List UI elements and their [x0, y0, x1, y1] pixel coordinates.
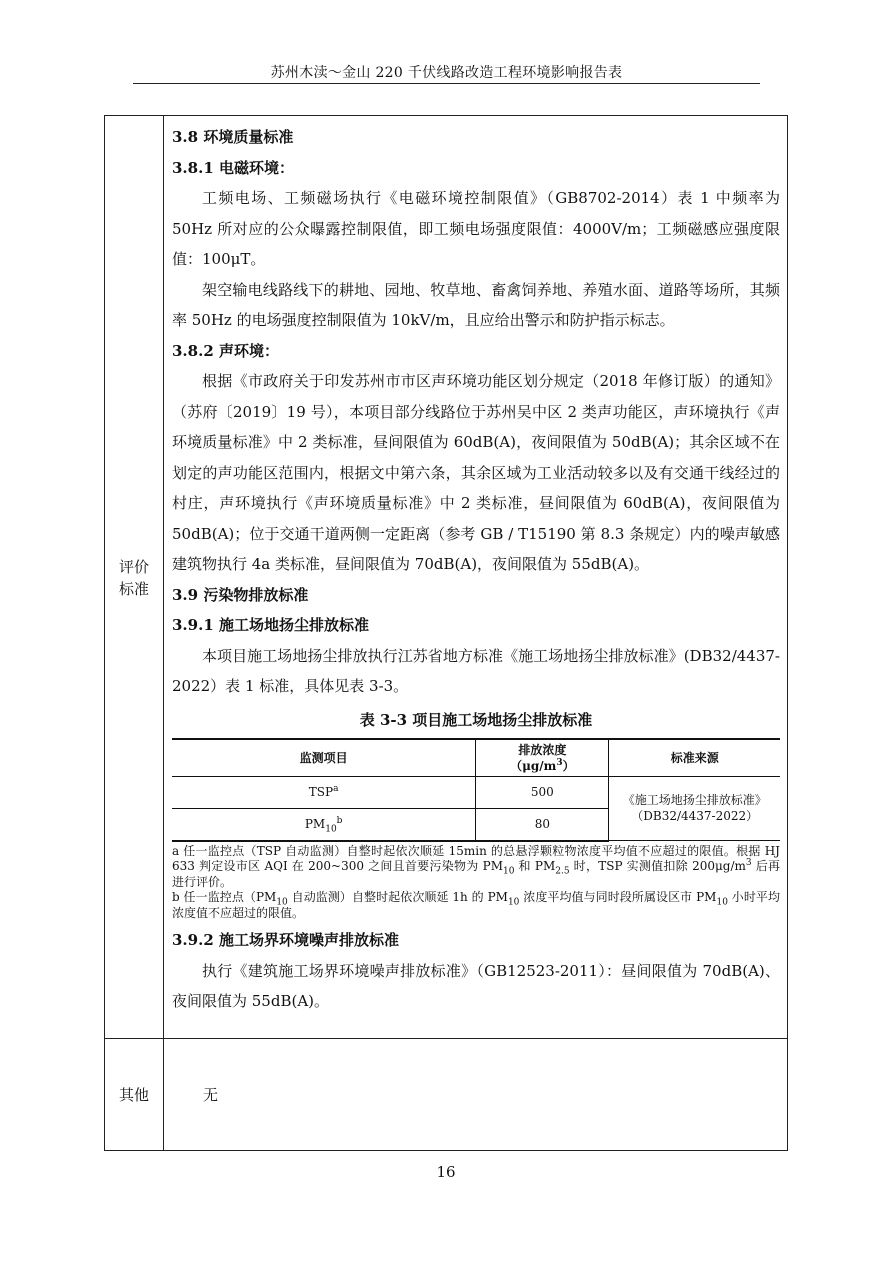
section-3-9-2-title: 3.9.2 施工场界环境噪声排放标准	[172, 931, 399, 949]
row-label-other: 其他	[118, 1086, 149, 1104]
row-divider	[105, 1038, 787, 1039]
cell-standard-source: 《施工场地扬尘排放标准》（DB32/4437-2022）	[609, 776, 780, 841]
section-3-8-1-para-2: 架空输电线路线下的耕地、园地、牧草地、畜禽饲养地、养殖水面、道路等场所，其频率 50Hz 的电场强度控制限值为 10kV/m，且应给出警示和防护指示标志。	[172, 280, 780, 329]
table-header-row	[172, 739, 780, 777]
section-3-9-2-para-1: 执行《建筑施工场界环境噪声排放标准》（GB12523-2011）：昼间限值为 70dB(A)、夜间限值为 55dB(A)。	[172, 961, 780, 1010]
note-b-text-1: b 任一监控点（PM	[172, 890, 277, 904]
note-b-text-3: 浓度平均值与同时段所属设区市 PM	[519, 890, 717, 904]
section-3-8-2-para-1: 根据《市政府关于印发苏州市市区声环境功能区划分规定（2018 年修订版）的通知》（苏府〔2019〕19 号），本项目部分线路位于苏州吴中区 2 类声功能区，声环境执行《声环境质量标准》中 2 类标准，昼间限值为 60dB(A)，夜间限值为 50dB(A)；其余区域不在划定的声功能区范围内，根据文中第六条，其余区域为工业活动较多以及有交通干线经过的村庄，声环境执行《声环境质量标准》中 2 类标准，昼间限值为 60dB(A)，夜间限值为 50dB(A)；位于交通干道两侧一定距离（参考 GB / T15190 第 8.3 条规定）内的噪声敏感建筑物执行 4a 类标准，昼间限值为 70dB(A)，夜间限值为 55dB(A)。	[172, 372, 780, 573]
header-standard-source: 标准来源	[609, 739, 780, 777]
standards-content	[172, 122, 780, 1017]
section-3-8-1-title: 3.8.1 电磁环境：	[172, 158, 294, 177]
document-header: 苏州木渎～金山 220 千伏线路改造工程环境影响报告表	[270, 65, 623, 81]
header-unit-end: ）	[562, 758, 575, 773]
note-b-text-4: 小时平均浓度值不应超过的限值。	[172, 890, 781, 920]
item-name: PM	[304, 817, 326, 831]
section-3-8-title: 3.8 环境质量标准	[172, 128, 294, 146]
cell-item-tsp	[172, 776, 476, 808]
header-rule	[133, 83, 760, 84]
header-unit-sup: 3	[556, 757, 563, 768]
header-concentration-label: 排放浓度	[518, 742, 567, 757]
section-3-8-1-para-1: 工频电场、工频磁场执行《电磁环境控制限值》（GB8702-2014）表 1 中频率为 50Hz 所对应的公众曝露控制限值，即工频电场强度限值：4000V/m；工频磁感应强度限值：100μT。	[172, 189, 780, 268]
note-a-sup: 3	[745, 858, 752, 868]
note-b-sub-2: 10	[507, 897, 520, 908]
note-a-text-1: a 任一监控点（TSP 自动监测）自整时起依次顺延 15min 的总悬浮颗粒物浓度平均值不应超过的限值。根据 HJ 633 判定设市区 AQI 在 200~300 之间且首要污染物为 PM	[172, 843, 780, 873]
item-name: TSP	[308, 785, 334, 799]
table-note-b	[172, 890, 780, 921]
form-table	[104, 115, 788, 1151]
section-3-8-2-title: 3.8.2 声环境：	[172, 341, 279, 360]
section-3-9-1-para-1: 本项目施工场地扬尘排放执行江苏省地方标准《施工场地扬尘排放标准》(DB32/4437-2022）表 1 标准，具体见表 3-3。	[172, 646, 780, 695]
header-emission-concentration	[476, 739, 609, 777]
item-subscript: 10	[325, 824, 337, 835]
note-a-sub-2: 2.5	[555, 866, 570, 877]
item-note-mark: b	[336, 816, 343, 826]
column-divider	[163, 116, 164, 1150]
note-a-text-3: 时，TSP 实测值扣除 200μg/m	[569, 859, 746, 873]
dust-emission-table	[172, 738, 780, 842]
section-3-9-1-title: 3.9.1 施工场地扬尘排放标准	[172, 616, 369, 634]
other-value: 无	[203, 1086, 219, 1104]
cell-value-tsp: 500	[476, 776, 609, 808]
table-3-3-title: 表 3-3 项目施工场地扬尘排放标准	[359, 710, 593, 729]
item-note-mark: a	[333, 784, 339, 794]
row-label-standards	[105, 556, 163, 600]
note-a-sub-1: 10	[503, 866, 515, 877]
section-3-9-title: 3.9 污染物排放标准	[172, 585, 309, 604]
row-label-standards-text: 评价 标准	[118, 558, 149, 598]
cell-value-pm10: 80	[476, 808, 609, 841]
note-b-sub-3: 10	[716, 897, 728, 908]
header-concentration-unit: （μg/m	[510, 758, 557, 773]
cell-item-pm10	[172, 808, 476, 841]
note-b-sub-1: 10	[276, 897, 288, 908]
note-a-text-2: 和 PM	[514, 859, 556, 873]
header-monitoring-item: 监测项目	[172, 739, 476, 777]
table-note-a	[172, 844, 780, 891]
page-number: 16	[436, 1163, 456, 1181]
table-row	[172, 776, 780, 808]
note-b-text-2: 自动监测）自整时起依次顺延 1h 的 PM	[287, 890, 508, 904]
note-a-text-4: 后再进行评价。	[172, 859, 780, 889]
